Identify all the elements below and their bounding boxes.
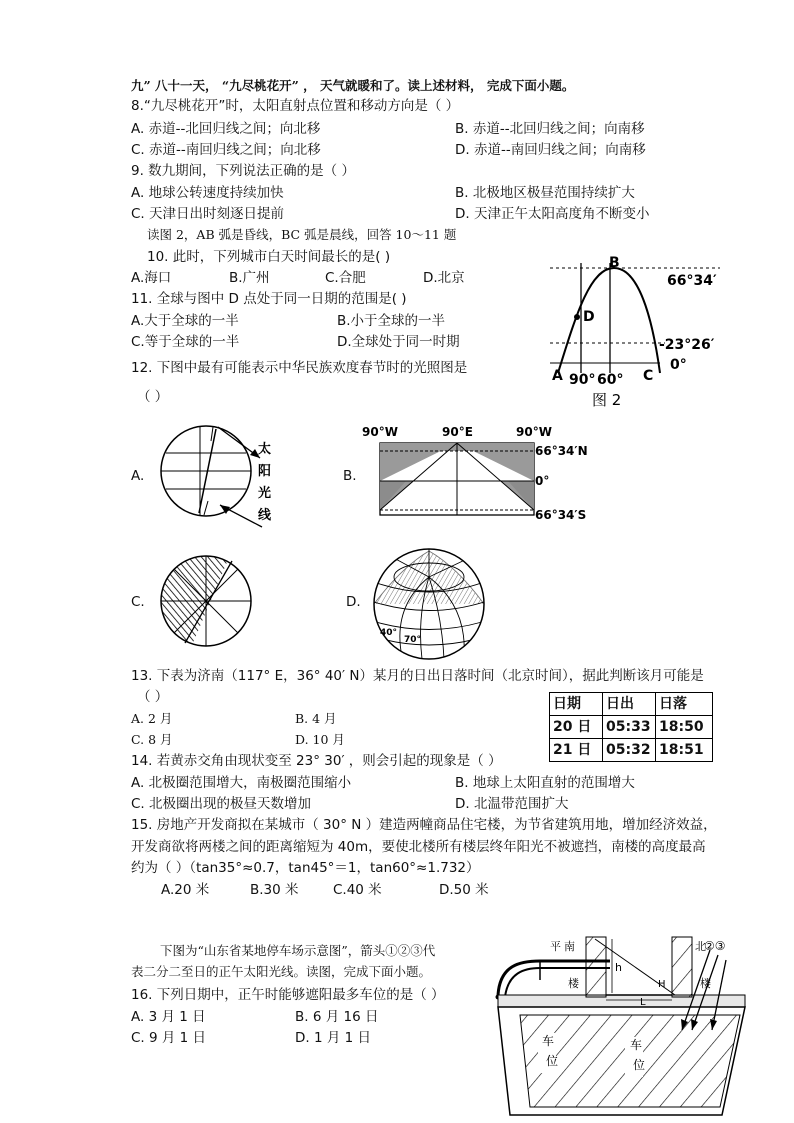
label-H: H: [658, 979, 666, 990]
b-lat-eq: 0°: [535, 474, 550, 488]
q13-option-c: C. 8 月: [131, 732, 173, 747]
parking-lot-diagram: [490, 935, 750, 1120]
q11-option-a: A.大于全球的一半: [131, 313, 239, 329]
fig2-lat-zero: 0°: [670, 357, 687, 373]
sun-label-1: 太: [258, 442, 272, 457]
terminator-arc: [558, 268, 660, 373]
label-ping: 平: [550, 940, 561, 953]
table-cell: 18:50: [656, 716, 713, 739]
intro-line: 九” 八十一天， “九尽桃花开” ， 天气就暖和了。读上述材料， 完成下面小题。: [131, 78, 575, 93]
fig2-lon-60: 60°: [597, 372, 624, 388]
label-lou-left: 楼: [568, 977, 579, 990]
q8-option-a: A. 赤道--北回归线之间；向北移: [131, 121, 321, 137]
q12-paren: （ ）: [137, 389, 169, 405]
fig2-intro: 读图 2，AB 弧是昏线，BC 弧是晨线，回答 10～11 题: [147, 227, 457, 242]
q12-option-b-diagram: [362, 423, 602, 528]
q13-paren: （ ）: [137, 689, 169, 705]
q12-option-c-diagram: [160, 555, 255, 650]
sun-label-3: 光: [258, 486, 272, 501]
q15-option-c: C.40 米: [333, 882, 382, 898]
table-cell: 21 日: [550, 739, 603, 762]
sun-label-2: 阳: [258, 464, 272, 479]
label-wei-2: 位: [633, 1058, 646, 1072]
q10-option-a: A.海口: [131, 270, 172, 286]
q16-option-c: C. 9 月 1 日: [131, 1030, 207, 1046]
table-row: [550, 739, 713, 762]
q12-label-a: A.: [131, 468, 145, 484]
label-che-2: 车: [630, 1038, 643, 1052]
q8-stem: 8.“九尽桃花开”时，太阳直射点位置和移动方向是（ ）: [131, 98, 460, 114]
fig2-label-b: B: [609, 255, 620, 271]
fig2-label-c: C: [643, 368, 654, 384]
b-lat-top: 66°34′N: [535, 444, 588, 458]
q16-option-a: A. 3 月 1 日: [131, 1009, 206, 1025]
q15-line-2: 开发商欲将两楼之间的距离缩短为 40m，要使北楼所有楼层终年阳光不被遮挡，南楼的高度最高: [131, 839, 706, 855]
q16-stem: 16. 下列日期中，正午时能够遮阳最多车位的是（ ）: [131, 987, 445, 1003]
q8-option-d: D. 赤道--南回归线之间；向南移: [455, 142, 646, 158]
q14-option-b: B. 地球上太阳直射的范围增大: [455, 775, 635, 791]
q12-option-a-diagram: [158, 423, 288, 533]
fig2-label-d: D: [583, 309, 595, 325]
q11-option-c: C.等于全球的一半: [131, 334, 240, 350]
b-lat-bottom: 66°34′S: [535, 508, 587, 522]
d-lat-a: 40°: [380, 628, 398, 638]
q15-line-3: 约为（ ）（tan35°≈0.7，tan45°＝1，tan60°≈1.732）: [131, 860, 480, 876]
label-nan: 南: [564, 940, 575, 953]
q9-option-b: B. 北极地区极昼范围持续扩大: [455, 185, 635, 201]
q12-stem: 12. 下图中最有可能表示中华民族欢度春节时的光照图是: [131, 360, 468, 376]
q12-option-d-diagram: [372, 547, 487, 662]
label-h: h: [615, 961, 622, 974]
sun-label-4: 线: [258, 508, 272, 523]
fig2-lon-90: 90°: [569, 372, 596, 388]
q12-label-c: C.: [131, 594, 145, 610]
b-lon-right: 90°W: [516, 425, 552, 439]
fig2-caption: 图 2: [592, 391, 622, 409]
parking-intro-1: 下图为“山东省某地停车场示意图”，箭头①②③代: [160, 943, 436, 958]
d-lat-b: 70°: [404, 635, 422, 645]
label-wei-1: 位: [546, 1054, 559, 1068]
table-cell: 05:33: [603, 716, 656, 739]
table-cell: 05:32: [603, 739, 656, 762]
table-row: [550, 716, 713, 739]
q14-option-a: A. 北极圈范围增大，南极圈范围缩小: [131, 775, 352, 791]
q10-stem: 10. 此时，下列城市白天时间最长的是( ): [147, 249, 391, 265]
q10-option-b: B.广州: [229, 270, 270, 286]
sunrise-sunset-table: [549, 692, 713, 762]
q13-option-a: A. 2 月: [131, 711, 173, 726]
q13-option-d: D. 10 月: [295, 732, 345, 747]
q9-option-d: D. 天津正午太阳高度角不断变小: [455, 206, 650, 222]
fig2-label-a: A: [552, 368, 563, 384]
q14-stem: 14. 若黄赤交角由现状变至 23° 30′ ，则会引起的现象是（ ）: [131, 753, 502, 769]
table-header: 日出: [603, 693, 656, 716]
q15-option-a: A.20 米: [161, 882, 210, 898]
table-cell: 20 日: [550, 716, 603, 739]
table-cell: 18:51: [656, 739, 713, 762]
table-header: 日期: [550, 693, 603, 716]
label-lou-right: 楼: [700, 977, 711, 990]
point-d: [574, 314, 580, 320]
q16-option-b: B. 6 月 16 日: [295, 1009, 379, 1025]
q15-option-b: B.30 米: [250, 882, 299, 898]
q15-option-d: D.50 米: [439, 882, 489, 898]
label-L: L: [640, 997, 646, 1008]
q10-option-d: D.北京: [423, 270, 465, 286]
q9-option-a: A. 地球公转速度持续加快: [131, 185, 284, 201]
q11-stem: 11. 全球与图中 D 点处于同一日期的范围是( ): [131, 291, 407, 307]
q13-stem: 13. 下表为济南（117° E，36° 40′ N）某月的日出日落时间（北京时间），据此判断该月可能是: [131, 668, 704, 684]
fig2-lat-top: 66°34′: [667, 273, 717, 289]
label-che-1: 车: [542, 1034, 555, 1048]
q8-option-c: C. 赤道--南回归线之间；向北移: [131, 142, 321, 158]
parking-intro-2: 表二分二至日的正午太阳光线。读图，完成下面小题。: [131, 964, 432, 979]
q13-option-b: B. 4 月: [295, 711, 337, 726]
q11-option-b: B.小于全球的一半: [337, 313, 446, 329]
figure-2-diagram: [540, 255, 760, 415]
q8-option-b: B. 赤道--北回归线之间；向南移: [455, 121, 645, 137]
b-lon-left: 90°W: [362, 425, 398, 439]
q12-label-b: B.: [343, 468, 357, 484]
label-arrows: ②③: [704, 939, 726, 953]
table-header-row: [550, 693, 713, 716]
q14-option-c: C. 北极圈出现的极昼天数增加: [131, 796, 312, 812]
q9-option-c: C. 天津日出时刻逐日提前: [131, 206, 285, 222]
fig2-lat-mid: -23°26′: [659, 337, 715, 353]
q15-line-1: 15. 房地产开发商拟在某城市（ 30° N ）建造两幢商品住宅楼，为节省建筑用地，增加经济效益，: [131, 817, 717, 833]
b-lon-mid: 90°E: [442, 425, 473, 439]
q10-option-c: C.合肥: [325, 270, 366, 286]
table-header: 日落: [656, 693, 713, 716]
q14-option-d: D. 北温带范围扩大: [455, 796, 569, 812]
q9-stem: 9. 数九期间，下列说法正确的是（ ）: [131, 163, 355, 179]
q11-option-d: D.全球处于同一时期: [337, 334, 460, 350]
q16-option-d: D. 1 月 1 日: [295, 1030, 372, 1046]
label-bei: 北: [695, 940, 706, 953]
q12-label-d: D.: [346, 594, 361, 610]
